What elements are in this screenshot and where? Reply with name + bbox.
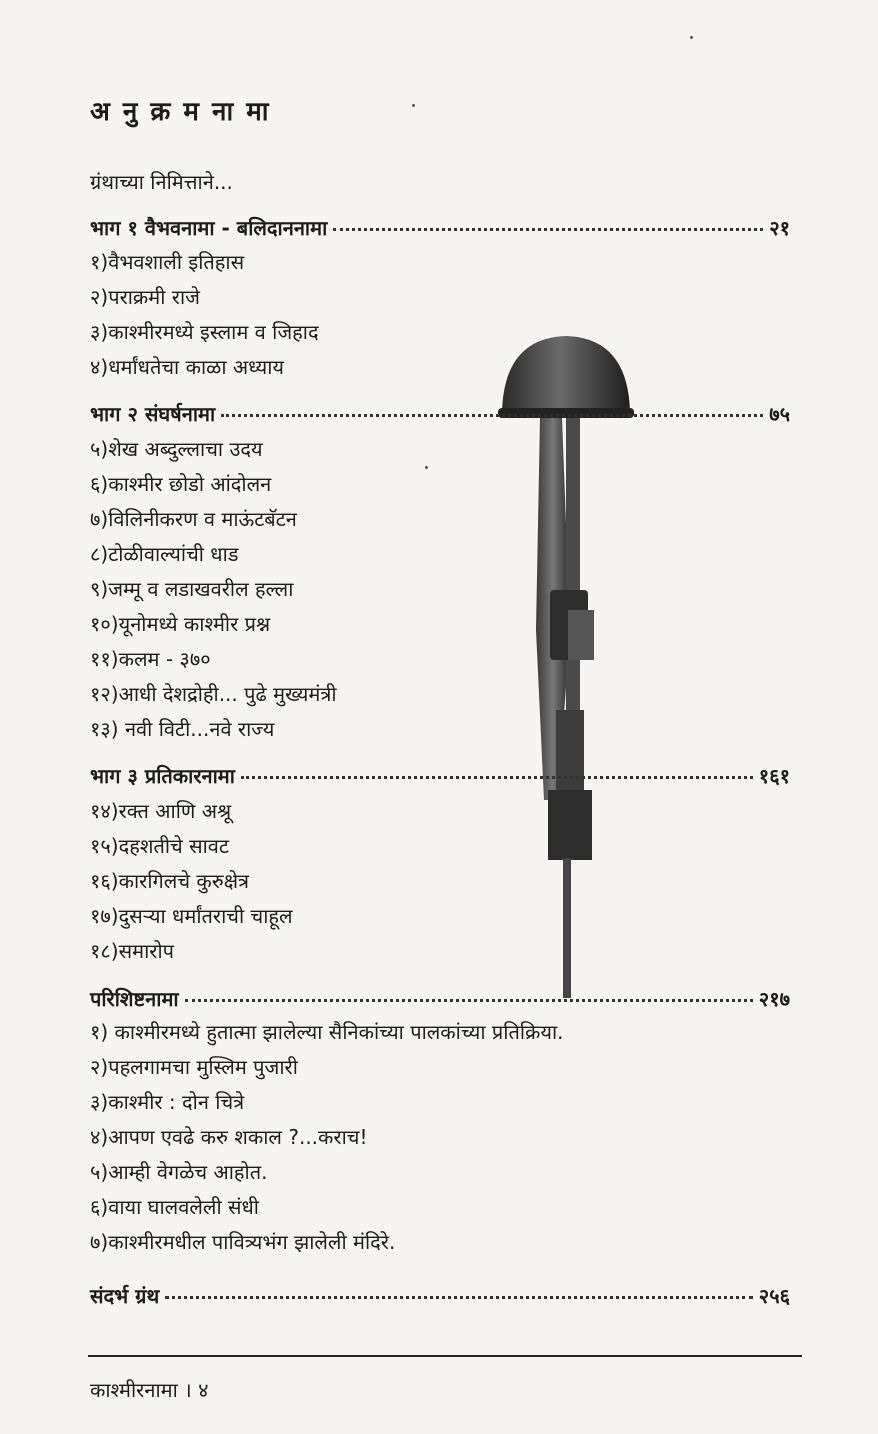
toc-item[interactable]: ७)विलिनीकरण व माऊंटबॅटन [90,507,297,531]
footer-divider [88,1355,802,1357]
paper-speck [690,36,693,39]
toc-item[interactable]: ५)आम्ही वेगळेच आहोत. [90,1160,268,1184]
toc-item[interactable]: ४)धर्मांधतेचा काळा अध्याय [90,355,285,379]
toc-item[interactable]: १२)आधी देशद्रोही... पुढे मुख्यमंत्री [90,682,337,706]
part2-page-number: ७५ [769,402,790,426]
toc-item[interactable]: १४)रक्त आणि अश्रू [90,799,232,823]
references-title: संदर्भ ग्रंथ [90,1284,160,1308]
toc-item[interactable]: ७)काश्मीरमधील पावित्र्यभंग झालेली मंदिरे. [90,1230,396,1254]
toc-item[interactable]: ८)टोळीवाल्यांची धाड [90,542,239,566]
part1-title: भाग १ वैभवनामा - बलिदाननामा [90,216,328,240]
part1-page-number: २१ [769,216,790,240]
toc-heading-appendix[interactable] [90,985,790,1012]
toc-heading-part2[interactable] [90,400,790,427]
toc-item[interactable]: २)पराक्रमी राजे [90,285,200,309]
toc-item[interactable]: ३)काश्मीर : दोन चित्रे [90,1090,245,1114]
toc-item[interactable]: १३) नवी विटी...नवे राज्य [90,717,275,741]
appendix-page-number: २१७ [758,987,790,1011]
toc-item[interactable]: ११)कलम - ३७० [90,647,211,671]
page-title: अ नु क्र म ना मा [90,97,271,127]
toc-item[interactable]: १) काश्मीरमध्ये हुतात्मा झालेल्या सैनिकांच्या पालकांच्या प्रतिक्रिया. [90,1020,564,1044]
intro-line: ग्रंथाच्या निमित्ताने... [90,170,233,194]
dot-leader [185,999,753,1002]
toc-item[interactable]: ३)काश्मीरमध्ये इस्लाम व जिहाद [90,320,319,344]
part3-page-number: १६१ [758,764,790,788]
toc-item[interactable]: १०)यूनोमध्ये काश्मीर प्रश्न [90,612,271,636]
toc-heading-part1[interactable] [90,214,790,241]
toc-item[interactable]: १७)दुसऱ्या धर्मांतराची चाहूल [90,904,293,928]
dot-leader [333,228,763,231]
toc-item[interactable]: ९)जम्मू व लडाखवरील हल्ला [90,577,294,601]
appendix-title: परिशिष्टनामा [90,987,179,1011]
toc-item[interactable]: १५)दहशतीचे सावट [90,834,229,858]
toc-item[interactable]: १)वैभवशाली इतिहास [90,250,245,274]
running-footer: काश्मीरनामा । ४ [90,1378,209,1402]
toc-item[interactable]: १६)कारगिलचे कुरुक्षेत्र [90,869,250,893]
toc-item[interactable]: ६)काश्मीर छोडो आंदोलन [90,472,272,496]
toc-heading-references[interactable] [90,1282,790,1309]
references-page-number: २५६ [758,1284,790,1308]
toc-heading-part3[interactable] [90,762,790,789]
dot-leader [221,414,763,417]
paper-speck [425,466,428,469]
toc-item[interactable]: १८)समारोप [90,939,174,963]
part2-title: भाग २ संघर्षनामा [90,402,216,426]
toc-item[interactable]: २)पहलगामचा मुस्लिम पुजारी [90,1055,298,1079]
part3-title: भाग ३ प्रतिकारनामा [90,764,235,788]
toc-item[interactable]: ६)वाया घालवलेली संधी [90,1195,259,1219]
toc-item[interactable]: ४)आपण एवढे करु शकाल ?...कराच! [90,1125,368,1149]
dot-leader [165,1296,753,1299]
dot-leader [241,776,753,779]
toc-item[interactable]: ५)शेख अब्दुल्लाचा उदय [90,437,263,461]
helmet-on-rifle-memorial-icon [470,330,650,1010]
paper-speck [412,104,415,107]
